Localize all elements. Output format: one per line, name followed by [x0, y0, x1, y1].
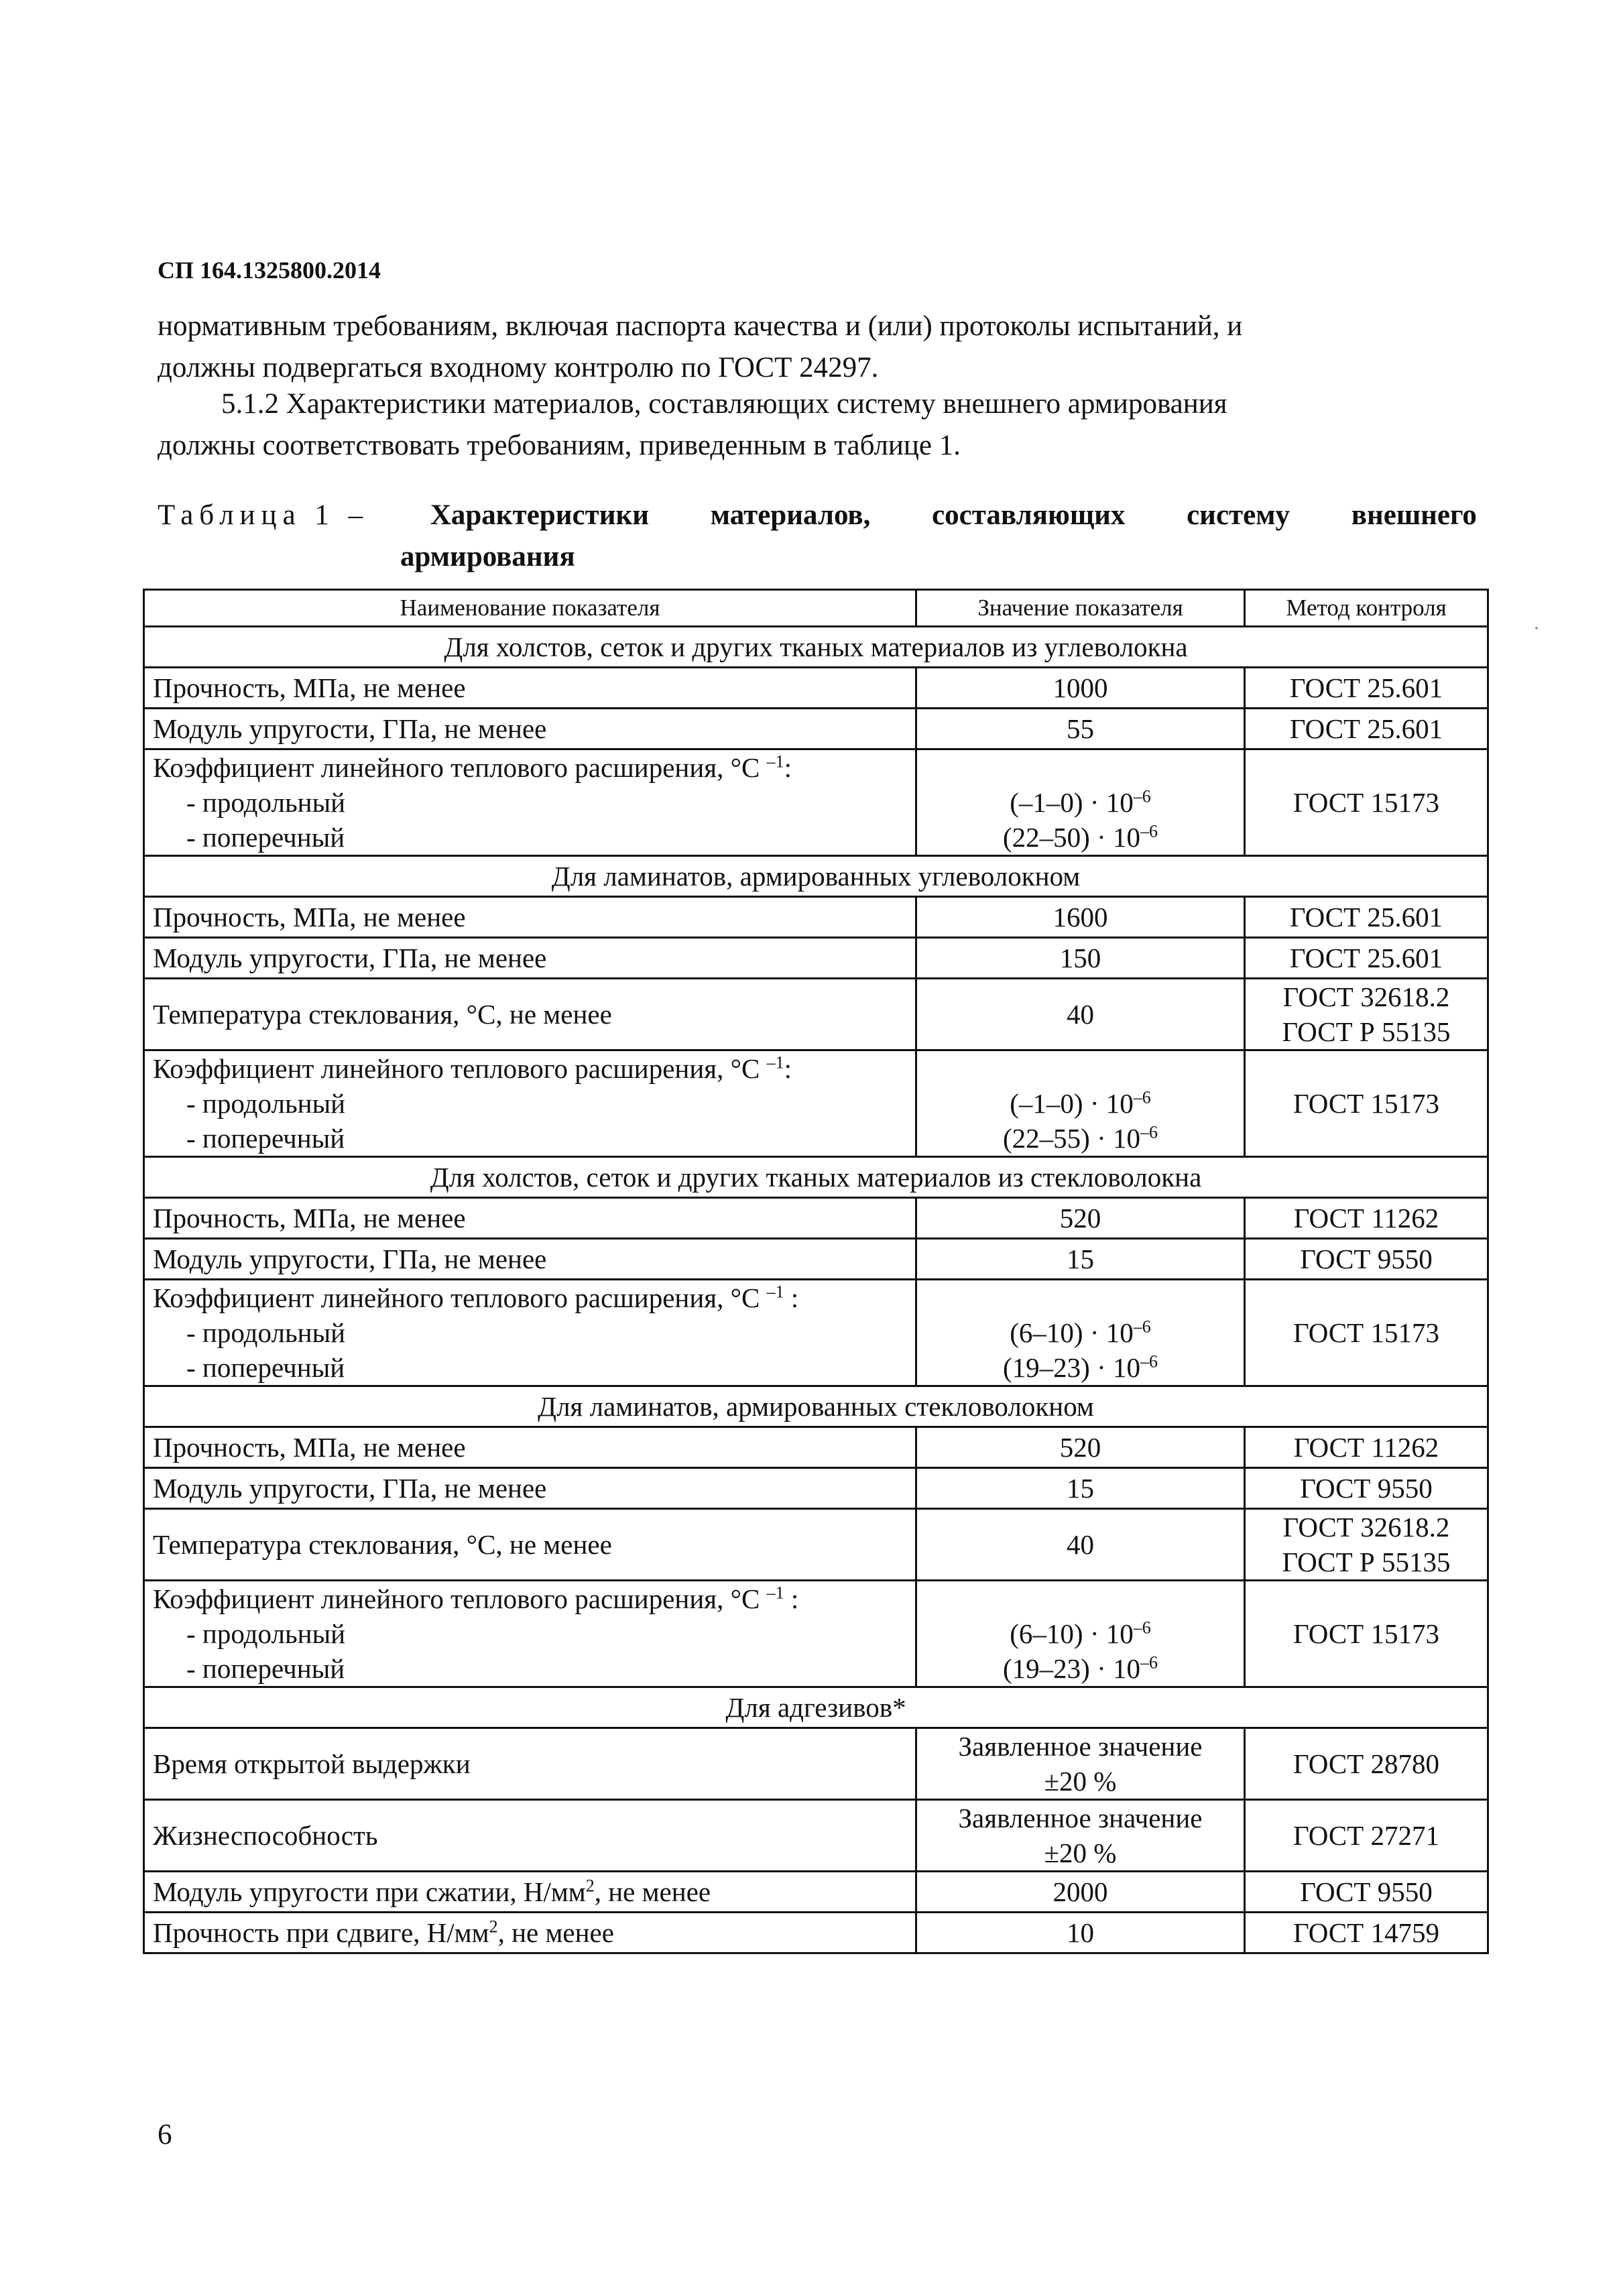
section-title: Для ламинатов, армированных стекловолокном	[144, 1386, 1488, 1427]
section-row	[144, 627, 1488, 668]
section-row	[144, 856, 1488, 897]
cte-transverse-label: - поперечный	[186, 1653, 345, 1684]
section-row	[144, 1157, 1488, 1198]
table-header-row	[144, 590, 1488, 627]
table-caption	[158, 495, 1477, 578]
table-row	[144, 1198, 1488, 1239]
name-part: , не менее	[594, 1876, 711, 1907]
param-name: Температура стеклования, °С, не менее	[144, 1509, 916, 1581]
param-method: ГОСТ 25.601	[1245, 938, 1488, 979]
table-row	[144, 749, 1488, 856]
section-title: Для ламинатов, армированных углеволокном	[144, 856, 1488, 897]
method-line: ГОСТ 32618.2	[1282, 981, 1450, 1012]
column-header-name: Наименование показателя	[144, 590, 916, 627]
param-value: 10	[916, 1913, 1245, 1953]
paragraph-line: 5.1.2 Характеристики материалов, составляющих систему внешнего армирования	[221, 388, 1227, 420]
param-value: 520	[916, 1198, 1245, 1239]
table-row	[144, 1509, 1488, 1581]
cte-transverse-label: - поперечный	[186, 1123, 345, 1154]
table-row	[144, 979, 1488, 1050]
cte-long-value: (6–10)	[1010, 1618, 1083, 1649]
section-title: Для адгезивов*	[144, 1687, 1488, 1728]
paragraph-intro	[158, 306, 1477, 389]
cte-longitudinal-label: - продольный	[186, 787, 346, 818]
param-method: ГОСТ 15173	[1245, 1581, 1488, 1687]
name-part: Прочность при сдвиге, Н/мм	[153, 1917, 489, 1948]
exponent: 2	[585, 1876, 595, 1896]
times-ten: · 10	[1089, 1088, 1134, 1119]
cte-colon: :	[784, 1053, 792, 1084]
exponent: –6	[1140, 1351, 1158, 1372]
cte-exponent: –1	[766, 751, 784, 772]
param-method: ГОСТ 27271	[1245, 1800, 1488, 1872]
paragraph-line: должны соответствовать требованиям, приведенным в таблице 1.	[158, 430, 961, 461]
param-value	[916, 1800, 1245, 1872]
column-header-value: Значение показателя	[916, 590, 1245, 627]
method-line: ГОСТ Р 55135	[1282, 1547, 1451, 1577]
times-ten: · 10	[1097, 1352, 1140, 1383]
caption-word: составляющих	[932, 499, 1126, 531]
param-method: ГОСТ 15173	[1245, 1050, 1488, 1157]
param-method: ГОСТ 25.601	[1245, 709, 1488, 749]
cte-label: Коэффициент линейного теплового расширения, °С	[153, 1583, 760, 1614]
cte-longitudinal-label: - продольный	[186, 1618, 346, 1649]
times-ten: · 10	[1097, 1123, 1140, 1154]
param-value: 150	[916, 938, 1245, 979]
table-row	[144, 1427, 1488, 1468]
table-row	[144, 1581, 1488, 1687]
param-value-cte	[916, 1581, 1245, 1687]
exponent: –6	[1140, 1122, 1158, 1142]
table-row	[144, 1913, 1488, 1953]
exponent: –6	[1140, 1652, 1158, 1673]
times-ten: · 10	[1089, 787, 1134, 818]
caption-title-line2: армирования	[400, 541, 575, 572]
param-method	[1245, 979, 1488, 1050]
param-name	[144, 1913, 916, 1953]
param-name-cte	[144, 749, 916, 856]
param-name: Время открытой выдержки	[144, 1728, 916, 1800]
cte-long-value: (–1–0)	[1010, 1088, 1083, 1119]
cte-trans-value: (19–23)	[1003, 1653, 1090, 1684]
document-code: СП 164.1325800.2014	[158, 257, 381, 284]
name-part: , не менее	[497, 1917, 614, 1948]
cte-longitudinal-label: - продольный	[186, 1088, 346, 1119]
name-part: Модуль упругости при сжатии, Н/мм	[153, 1876, 586, 1907]
table-row	[144, 1728, 1488, 1800]
cte-trans-value: (22–55)	[1003, 1123, 1090, 1154]
times-ten: · 10	[1097, 822, 1140, 853]
cte-colon: :	[790, 1282, 799, 1313]
cte-exponent: –1	[766, 1583, 784, 1603]
value-line: Заявленное значение	[958, 1731, 1203, 1762]
table-row	[144, 938, 1488, 979]
caption-word: внешнего	[1351, 499, 1477, 531]
param-value: 40	[916, 1509, 1245, 1581]
cte-long-value: (–1–0)	[1010, 787, 1083, 818]
param-name: Прочность, МПа, не менее	[144, 1198, 916, 1239]
section-title: Для холстов, сеток и других тканых материалов из углеволокна	[144, 627, 1488, 668]
param-method: ГОСТ 9550	[1245, 1872, 1488, 1913]
param-value-cte	[916, 1050, 1245, 1157]
table-row	[144, 709, 1488, 749]
table-row	[144, 1050, 1488, 1157]
method-line: ГОСТ 32618.2	[1282, 1512, 1450, 1543]
param-method: ГОСТ 9550	[1245, 1468, 1488, 1509]
param-name: Модуль упругости, ГПа, не менее	[144, 709, 916, 749]
times-ten: · 10	[1089, 1618, 1134, 1649]
param-value: 40	[916, 979, 1245, 1050]
param-name: Жизнеспособность	[144, 1800, 916, 1872]
param-method: ГОСТ 15173	[1245, 749, 1488, 856]
paragraph-line: нормативным требованиям, включая паспорта качества и (или) протоколы испытаний, и	[158, 310, 1243, 342]
cte-trans-value: (19–23)	[1003, 1352, 1090, 1383]
param-method: ГОСТ 25.601	[1245, 668, 1488, 709]
param-name-cte	[144, 1050, 916, 1157]
param-name	[144, 1872, 916, 1913]
cte-trans-value: (22–50)	[1003, 822, 1090, 853]
cte-colon: :	[790, 1583, 799, 1614]
param-value	[916, 1728, 1245, 1800]
table-row	[144, 897, 1488, 938]
cte-label: Коэффициент линейного теплового расширения, °С	[153, 1053, 760, 1084]
method-line: ГОСТ Р 55135	[1282, 1016, 1451, 1047]
param-name: Модуль упругости, ГПа, не менее	[144, 1239, 916, 1280]
scan-speck	[1535, 627, 1538, 629]
caption-prefix: Таблица 1 –	[158, 499, 369, 531]
table-row	[144, 1800, 1488, 1872]
param-name: Модуль упругости, ГПа, не менее	[144, 1468, 916, 1509]
param-method: ГОСТ 11262	[1245, 1198, 1488, 1239]
table-row	[144, 668, 1488, 709]
param-method: ГОСТ 11262	[1245, 1427, 1488, 1468]
param-value: 55	[916, 709, 1245, 749]
times-ten: · 10	[1097, 1653, 1140, 1684]
param-name: Прочность, МПа, не менее	[144, 668, 916, 709]
param-method: ГОСТ 14759	[1245, 1913, 1488, 1953]
value-line: ±20 %	[1044, 1766, 1117, 1797]
param-name-cte	[144, 1581, 916, 1687]
param-value: 15	[916, 1239, 1245, 1280]
table-row	[144, 1280, 1488, 1386]
column-header-method: Метод контроля	[1245, 590, 1488, 627]
param-value: 1600	[916, 897, 1245, 938]
param-name-cte	[144, 1280, 916, 1386]
cte-transverse-label: - поперечный	[186, 822, 345, 853]
param-value-cte	[916, 1280, 1245, 1386]
value-line: Заявленное значение	[958, 1803, 1203, 1833]
cte-exponent: –1	[766, 1282, 784, 1302]
page-number: 6	[158, 2119, 172, 2151]
param-value-cte	[916, 749, 1245, 856]
param-value: 520	[916, 1427, 1245, 1468]
param-method	[1245, 1509, 1488, 1581]
caption-word: материалов,	[710, 499, 871, 531]
cte-exponent: –1	[766, 1052, 784, 1073]
section-title: Для холстов, сеток и других тканых материалов из стекловолокна	[144, 1157, 1488, 1198]
table-row	[144, 1468, 1488, 1509]
exponent: –6	[1140, 821, 1158, 841]
section-row	[144, 1386, 1488, 1427]
param-method: ГОСТ 15173	[1245, 1280, 1488, 1386]
section-row	[144, 1687, 1488, 1728]
caption-word: систему	[1187, 499, 1290, 531]
cte-transverse-label: - поперечный	[186, 1352, 345, 1383]
param-value: 1000	[916, 668, 1245, 709]
table-row	[144, 1239, 1488, 1280]
cte-colon: :	[784, 752, 792, 783]
param-value: 15	[916, 1468, 1245, 1509]
paragraph-line: должны подвергаться входному контролю по ГОСТ 24297.	[158, 352, 879, 383]
table-row	[144, 1872, 1488, 1913]
caption-word: Характеристики	[430, 499, 650, 531]
exponent: –6	[1133, 1087, 1151, 1107]
param-value: 2000	[916, 1872, 1245, 1913]
value-line: ±20 %	[1044, 1837, 1117, 1868]
cte-label: Коэффициент линейного теплового расширения, °С	[153, 1282, 760, 1313]
param-name: Прочность, МПа, не менее	[144, 897, 916, 938]
paragraph-5-1-2	[158, 383, 1477, 467]
exponent: –6	[1133, 1317, 1151, 1337]
cte-label: Коэффициент линейного теплового расширения, °С	[153, 752, 760, 783]
param-method: ГОСТ 25.601	[1245, 897, 1488, 938]
cte-long-value: (6–10)	[1010, 1317, 1083, 1348]
param-name: Прочность, МПа, не менее	[144, 1427, 916, 1468]
param-name: Модуль упругости, ГПа, не менее	[144, 938, 916, 979]
exponent: –6	[1133, 786, 1151, 806]
param-method: ГОСТ 9550	[1245, 1239, 1488, 1280]
exponent: –6	[1133, 1618, 1151, 1638]
times-ten: · 10	[1089, 1317, 1134, 1348]
param-name: Температура стеклования, °С, не менее	[144, 979, 916, 1050]
cte-longitudinal-label: - продольный	[186, 1317, 346, 1348]
exponent: 2	[489, 1917, 498, 1937]
param-method: ГОСТ 28780	[1245, 1728, 1488, 1800]
specification-table	[143, 589, 1489, 1954]
